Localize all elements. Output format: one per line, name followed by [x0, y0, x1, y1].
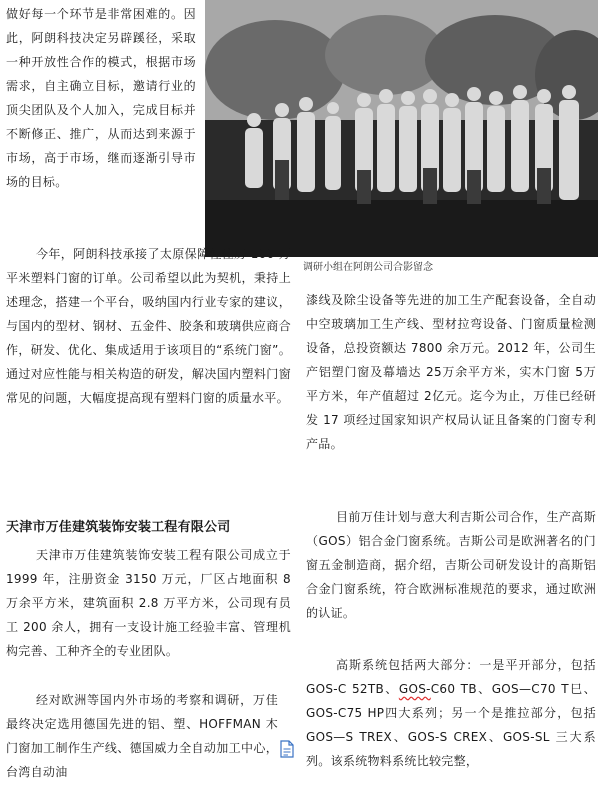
- paragraph-gos-system: [306, 653, 596, 773]
- company-heading: 天津市万佳建筑装饰安装工程有限公司: [6, 520, 231, 535]
- spellcheck-flagged-word: GOS-: [398, 682, 431, 696]
- paragraph-equipment: 漆线及除尘设备等先进的加工生产配套设备，全自动中空玻璃加工生产线、型材拉弯设备、门窗质量检测设备，总投资额达 7800 余万元。2012 年，公司生产铝塑门窗及幕墙达 25万余平方米，实木门窗 5万平方米，年产值超过 2亿元。迄今为止，万佳已经研发 17 项经过国家知识产权局认证且备案的门窗专利产品。: [306, 293, 596, 451]
- gos-text-end: C60 TB、GOS—C70 T巳、GOS-C75 HP四大系列；另一个是推拉部分，包括GOS—S TREX、GOS-S CREX、GOS-SL 三大系列。该系统物料系统比较完整，: [306, 682, 596, 768]
- paragraph-cooperation: 目前万佳计划与意大利吉斯公司合作，生产高斯（GOS）铝合金门窗系统。吉斯公司是欧洲著名的门窗五金制造商，据介绍，吉斯公司研发设计的高斯铝合金门窗系统，符合欧洲标准规范的要求，通过欧洲的认证。: [306, 510, 596, 620]
- group-photo: [205, 0, 598, 257]
- paragraph-company-intro: 天津市万佳建筑装饰安装工程有限公司成立于 1999 年，注册资金 3150 万元，厂区占地面积 8 万余平方米，建筑面积 2.8 万平方米，公司现有员工 200 余人，拥有一支设计施工经验丰富、管理机构完善、工种齐全的专业团队。: [6, 548, 291, 658]
- paragraph-order: 今年，阿朗科技承接了太原保障性住房 100 万平米塑料门窗的订单。公司希望以此为契机，秉持上述理念，搭建一个平台，吸纳国内行业专家的建议，与国内的型材、钢材、五金件、胶条和玻璃供应商合作，研发、优化、集成适用于该项目的“系统门窗”。通过对应性能与相关构造的研发，解决国内塑料门窗常见的问题，大幅度提高现有塑料门窗的质量水平。: [6, 247, 291, 405]
- paragraph-intro: 做好每一个环节是非常困难的。因此，阿朗科技决定另辟蹊径，采取一种开放性合作的模式，根据市场需求，自主确立目标，邀请行业的顶尖团队及个人加入，完成目标并不断修正、推广，从而达到来源于市场，高于市场，继而逐渐引导市场的目标。: [6, 7, 196, 189]
- photo-caption: 调研小组在阿朗公司合影留念: [303, 262, 433, 273]
- group-photo-drawing: [205, 0, 598, 257]
- gos-text-start: 高斯系统包括两大部分：一是平开部分，包括 GOS-C 52TB、: [306, 658, 596, 696]
- document-icon[interactable]: [279, 740, 295, 758]
- paragraph-research: 经对欧洲等国内外市场的考察和调研，万佳最终决定选用德国先进的铝、塑、HOFFMAN 木门窗加工制作生产线、德国威力全自动加工中心，台湾自动油: [6, 693, 278, 779]
